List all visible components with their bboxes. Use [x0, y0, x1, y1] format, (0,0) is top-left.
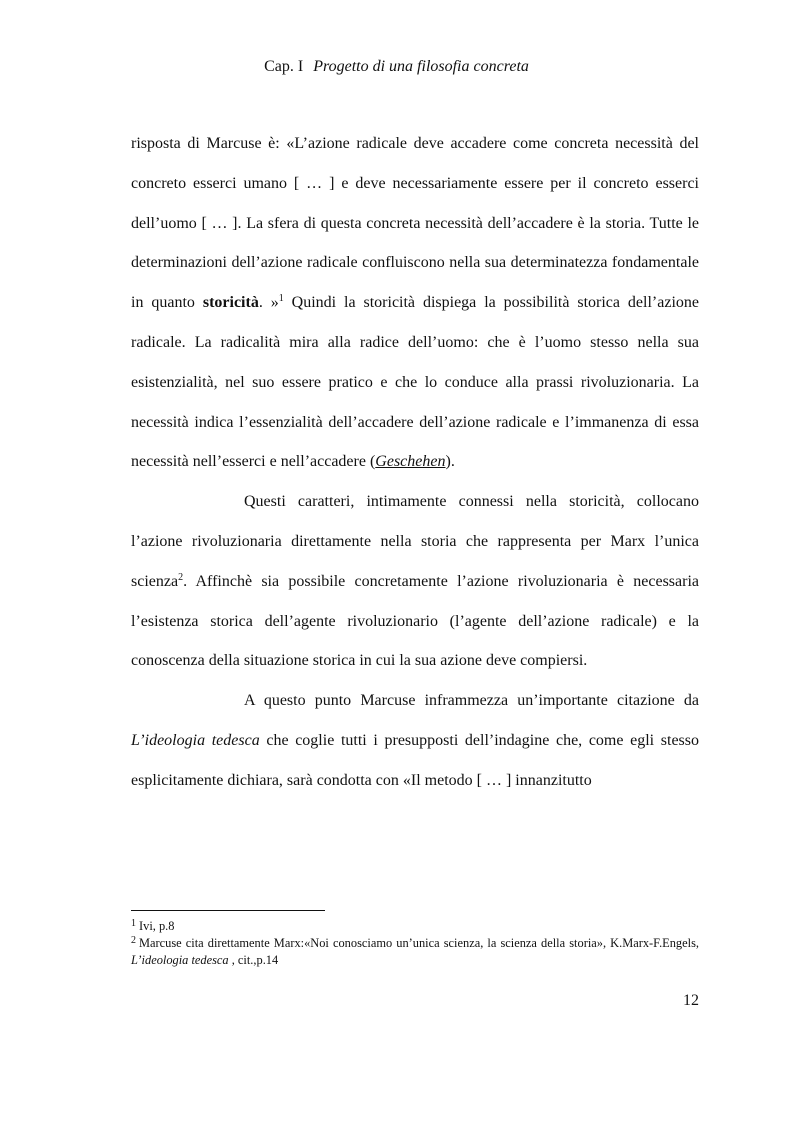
running-header [0, 58, 793, 76]
footnote-2-text-a: Marcuse cita direttamente Marx:«Noi conosciamo un’unica scienza, la scienza della storia», K.Marx-F.Engels, [139, 936, 699, 950]
term-geschehen: Geschehen [375, 453, 446, 471]
paragraph-1-text-b: . » [258, 294, 279, 312]
paragraph-3 [131, 681, 699, 800]
book-title: L’ideologia tedesca [131, 731, 260, 749]
footnote-1-number: 1 [131, 918, 136, 929]
body-text [131, 124, 699, 801]
paragraph-3-text-a: A questo punto Marcuse inframmezza un’importante citazione da [244, 692, 699, 710]
paragraph-1 [131, 124, 699, 482]
emphasis-storicita: storicità [202, 294, 259, 312]
paragraph-2 [131, 482, 699, 681]
footnote-2-text-b: , cit.,p.14 [228, 953, 279, 967]
chapter-title: Progetto di una filosofia concreta [313, 58, 529, 75]
footnote-ref-1[interactable]: 1 [278, 293, 284, 305]
footnote-1-text: Ivi, p.8 [139, 919, 175, 933]
paragraph-1-text-a: risposta di Marcuse è: «L’azione radicale deve accadere come concreta necessità del concreto esserci umano [ … ] e deve necessariamente essere per il concreto esserci dell’uomo [ … ]. La sfera di questa concreta necessità dell’accadere è la storia. Tutte le determinazioni dell’azione radicale confluiscono nella sua determinatezza fondamentale in quanto [131, 135, 699, 312]
footnote-ref-2[interactable]: 2 [178, 571, 184, 583]
paragraph-2-text-b: . Affinchè sia possibile concretamente l’azione rivoluzionaria è necessaria l’esistenza storica dell’agente rivoluzionario (l’agente dell’azione radicale) e la conoscenza della situazione storica in cui la sua azione deve compiersi. [131, 572, 699, 670]
footnote-separator [131, 910, 325, 911]
paragraph-1-text-d: ). [445, 453, 455, 471]
paragraph-3-text-b: che coglie tutti i presupposti dell’indagine che, come egli stesso esplicitamente dichiara, sarà condotta con «Il metodo [ … ] innanzitutto [131, 731, 700, 789]
paragraph-1-text-c: Quindi la storicità dispiega la possibilità storica dell’azione radicale. La radicalità mira alla radice dell’uomo: che è l’uomo stesso nella sua esistenzialità, nel suo essere pratico e che lo conduce alla prassi rivoluzionaria. La necessità indica l’essenzialità dell’accadere dell’azione radicale e l’immanenza di essa necessità nell’esserci e nell’accadere ( [131, 294, 700, 471]
footnote-2-number: 2 [131, 935, 136, 946]
page-number: 12 [683, 992, 699, 1009]
paragraph-2-text-a: Questi caratteri, intimamente connessi nella storicità, collocano l’azione rivoluzionaria direttamente nella storia che rappresenta per Marx l’unica scienza [131, 493, 699, 590]
footnotes [131, 918, 699, 969]
chapter-label: Cap. I [264, 58, 304, 75]
footnote-2-book-title: L’ideologia tedesca [131, 953, 229, 967]
footnote-1 [131, 918, 699, 935]
footnote-2 [131, 935, 699, 969]
